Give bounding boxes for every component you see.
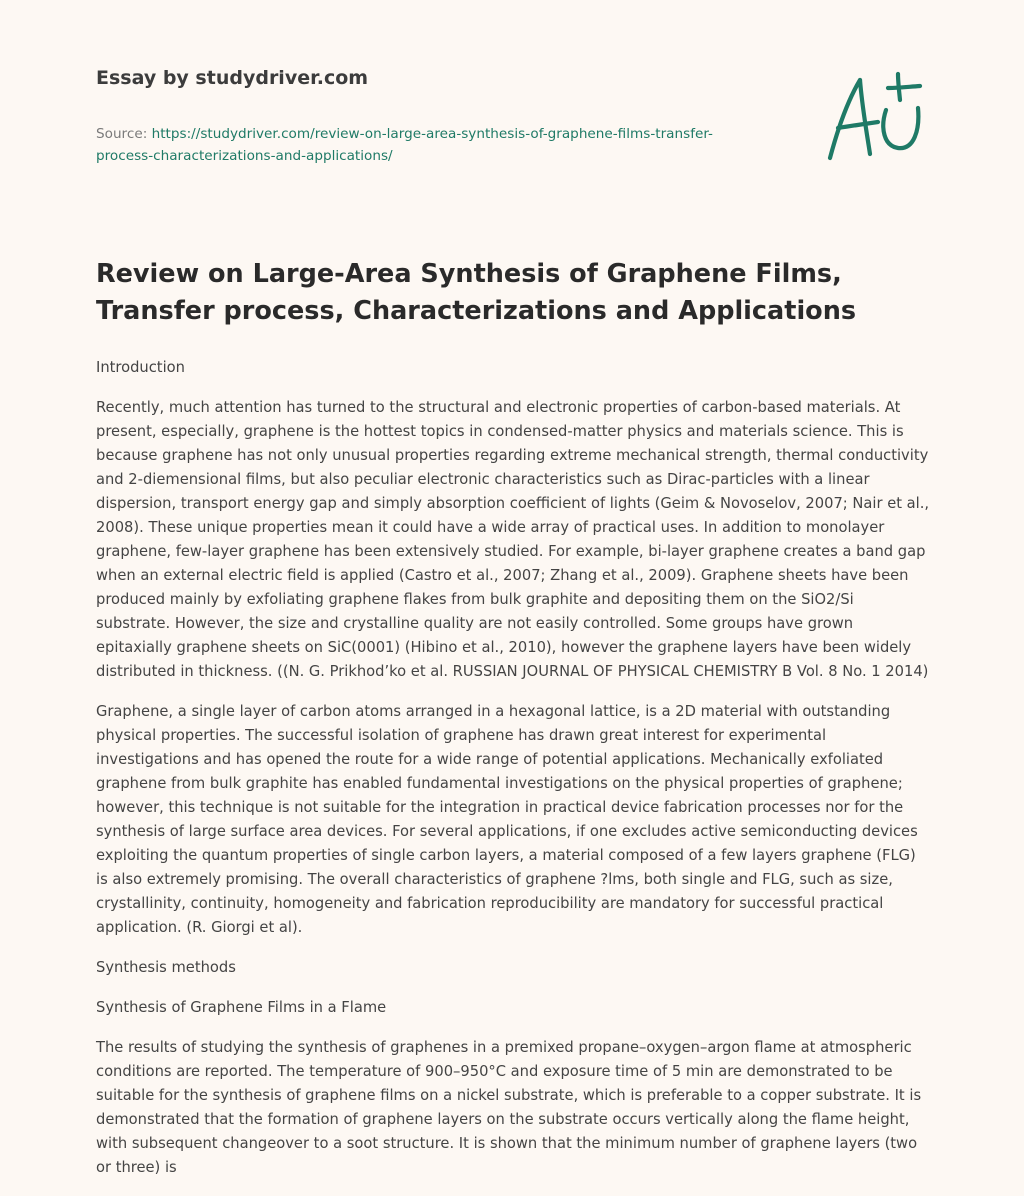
source-line bbox=[96, 123, 736, 167]
section-heading-synthesis-methods: Synthesis methods bbox=[96, 959, 236, 976]
article-body bbox=[96, 356, 931, 1196]
paragraph-flame-synthesis: The results of studying the synthesis of graphenes in a premixed propane–oxygen–argon flame at atmospheric conditions are reported. The temperature of 900–950°C and exposure time of 5 min are demonstrated to be suitable for the synthesis of graphene films on a nickel substrate, which is preferable to a copper substrate. It is demonstrated that the formation of graphene layers on the substrate occurs vertically along the flame height, with subsequent changeover to a soot structure. It is shown that the minimum number of graphene layers (two or three) is bbox=[96, 1039, 922, 1176]
source-link[interactable]: https://studydriver.com/review-on-large-area-synthesis-of-graphene-films-transfer-process-characterizations-and-applications/ bbox=[96, 126, 713, 164]
paragraph-graphene-overview: Graphene, a single layer of carbon atoms arranged in a hexagonal lattice, is a 2D material with outstanding physical properties. The successful isolation of graphene has drawn great interest for experimental investigations and has opened the route for a wide range of potential applications. Mechanically exfoliated graphene from bulk graphite has enabled fundamental investigations on the physical properties of graphene; however, this technique is not suitable for the integration in practical device fabrication processes nor for the synthesis of large surface area devices. For several applications, if one excludes active semiconducting devices exploiting the quantum properties of single carbon layers, a material composed of a few layers graphene (FLG) is also extremely promising. The overall characteristics of graphene ?lms, both single and FLG, such as size, crystallinity, continuity, homogeneity and fabrication reproducibility are mandatory for successful practical application. (R. Giorgi et al). bbox=[96, 703, 918, 936]
paragraph-introduction: Recently, much attention has turned to the structural and electronic properties of carbon-based materials. At present, especially, graphene is the hottest topics in condensed-matter physics and materials science. This is because graphene has not only unusual properties regarding extreme mechanical strength, thermal conductivity and 2-diemensional films, but also peculiar electronic characteristics such as Dirac-particles with a linear dispersion, transport energy gap and simply absorption coefficient of lights (Geim & Novoselov, 2007; Nair et al., 2008). These unique properties mean it could have a wide array of practical uses. In addition to monolayer graphene, few-layer graphene has been extensively studied. For example, bi-layer graphene creates a band gap when an external electric field is applied (Castro et al., 2007; Zhang et al., 2009). Graphene sheets have been produced mainly by exfoliating graphene flakes from bulk graphite and depositing them on the SiO2/Si substrate. However, the size and crystalline quality are not easily controlled. Some groups have grown epitaxially graphene sheets on SiC(0001) (Hibino et al., 2010), however the graphene layers have been widely distributed in thickness. ((N. G. Prikhod’ko et al. RUSSIAN JOURNAL OF PHYSICAL CHEMISTRY B Vol. 8 No. 1 2014) bbox=[96, 399, 930, 680]
a-plus-logo-icon bbox=[822, 68, 928, 164]
header bbox=[96, 66, 736, 167]
site-title: Essay by studydriver.com bbox=[96, 67, 369, 89]
section-heading-introduction: Introduction bbox=[96, 359, 185, 376]
source-label: Source: bbox=[96, 126, 152, 142]
article-title: Review on Large-Area Synthesis of Graphene Films, Transfer process, Characterizations and Applications bbox=[96, 259, 857, 326]
section-heading-flame-synthesis: Synthesis of Graphene Films in a Flame bbox=[96, 999, 387, 1016]
